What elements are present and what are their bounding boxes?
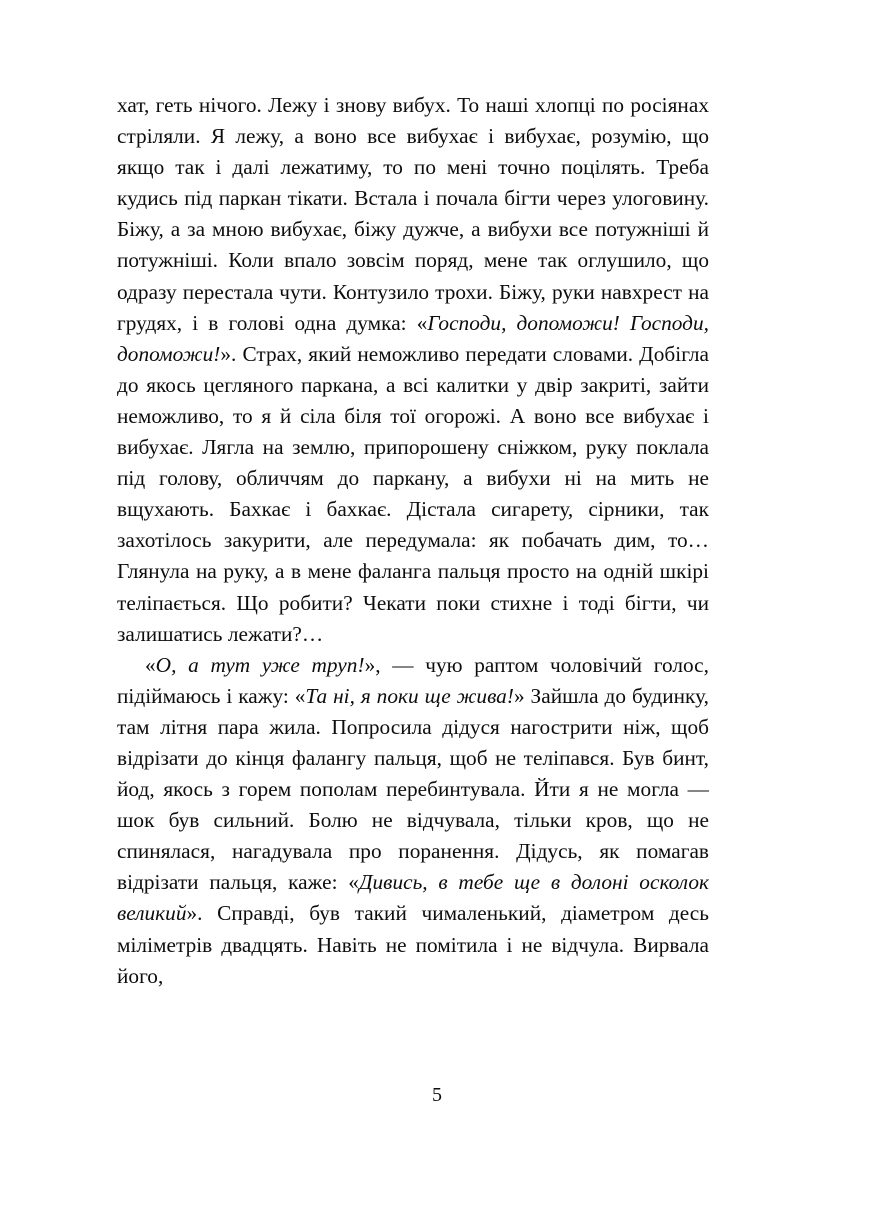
text-run-roman: ». Страх, який неможливо передати словами. Добігла до якось цегляного паркана, а всі калитки у двір закриті, зайти неможливо, то я й сіла біля тої огорожі. А воно все вибухає і вибухає. Лягла на землю, припорошену сніжком, руку поклала під голову, обличчям до паркану, а вибухи ні на мить не вщухають. Бахкає і бахкає. Дістала сигарету, сірники, так захотілось закурити, але передумала: як побачать дим, то… Глянула на руку, а в мене фаланга пальця просто на одній шкірі теліпається. Що робити? Чекати поки стихне і тоді бігти, чи залишатись лежати?…	[117, 341, 709, 646]
body-text-block	[117, 90, 709, 992]
text-run-roman: хат, геть нічого. Лежу і знову вибух. То наші хлопці по росіянах стріляли. Я лежу, а воно все вибухає і вибухає, розумію, що якщо так і далі лежатиму, то по мені точно поцілять. Треба кудись під паркан тікати. Встала і почала бігти через улоговину. Біжу, а за мною вибухає, біжу дужче, а вибухи все потужніші й потужніші. Коли впало зовсім поряд, мене так оглушило, що одразу перестала чути. Контузило трохи. Біжу, руки навхрест на грудях, і в голові одна думка: «	[117, 93, 709, 335]
text-run-roman: » Зайшла до будинку, там літня пара жила. Попросила дідуся нагострити ніж, щоб відрізати до кінця фалангу пальця, щоб не теліпався. Був бинт, йод, якось з горем пополам перебинтувала. Йти я не могла — шок був сильний. Болю не відчувала, тільки кров, що не спинялася, нагадувала про поранення. Дідусь, як помагав відрізати пальця, каже: «	[117, 683, 709, 895]
paragraph-dialogue	[117, 650, 709, 992]
text-run-roman: ». Справді, був такий чималенький, діаметром десь міліметрів двадцять. Навіть не помітила і не відчула. Вирвала його,	[117, 901, 709, 988]
text-run-italic-quote-shrapnel: Дивись, в тебе ще в долоні осколок великий	[117, 870, 709, 926]
text-run-roman: «	[145, 652, 156, 677]
paragraph-continuation	[117, 90, 709, 650]
text-run-italic-quote-corpse: О, а тут уже труп!	[155, 652, 365, 677]
text-run-italic-quote-alive: Та ні, я поки ще жива!	[305, 683, 514, 708]
text-run-italic-prayer: Господи, допоможи! Господи, допоможи!	[117, 310, 709, 366]
page-number: 5	[432, 1084, 442, 1106]
text-run-roman: », — чую раптом чоловічий голос, підіймаюсь і кажу: «	[117, 652, 709, 708]
